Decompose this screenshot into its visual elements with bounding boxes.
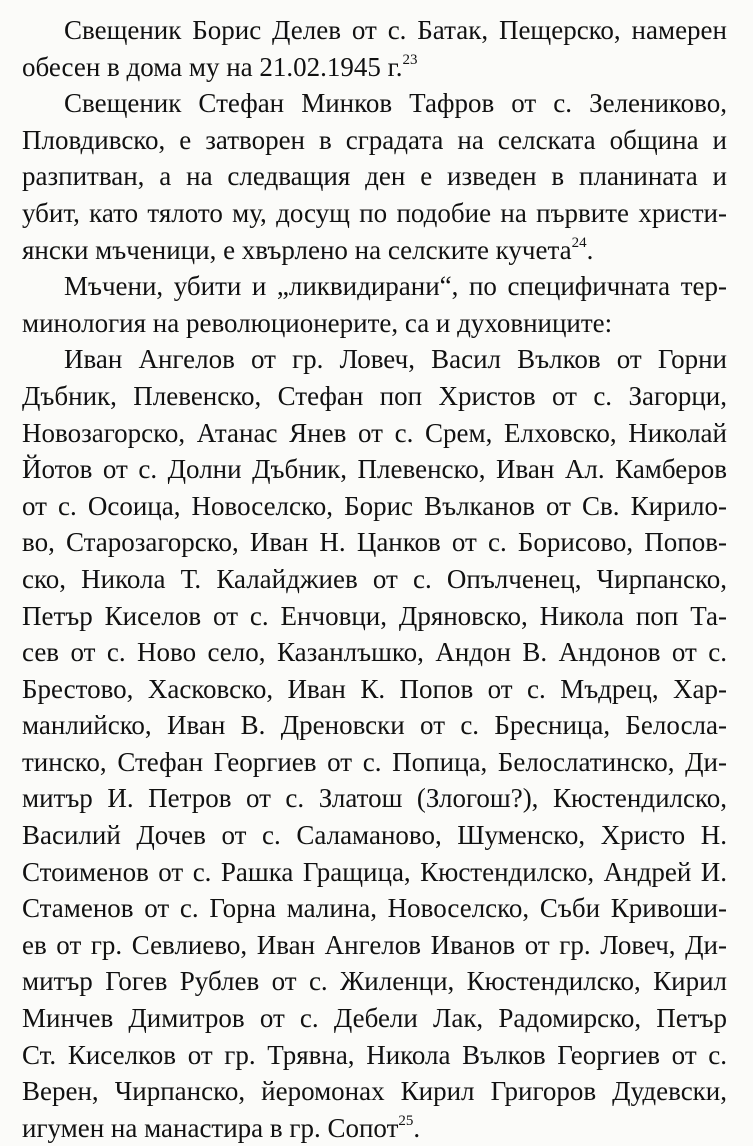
text-line-content: янски мъченици, е хвърлено на селските кучета (22, 234, 572, 265)
text-line: Василий Дочев от с. Саламаново, Шуменско, Христо Н. (22, 820, 727, 851)
text-line: минология на революционерите, са и духовниците: (22, 307, 613, 338)
text-line: Дъбник, Плевенско, Стефан поп Христов от с. Загорци, (22, 380, 727, 411)
text-line: ев от гр. Севлиево, Иван Ангелов Иванов от гр. Ловеч, Ди- (22, 929, 727, 960)
text-line: сев от с. Ново село, Казанлъшко, Андон В. Андонов от с. (22, 637, 727, 668)
text-line: Пловдивско, е затворен в сградата на селската община и (22, 124, 727, 155)
paragraph-clergy-list (22, 341, 727, 1146)
text-line: Свещеник Борис Делев от с. Батак, Пещерско, намерен (64, 15, 727, 45)
text-line (22, 49, 727, 86)
text-line: во, Старозагорско, Иван Н. Цанков от с. Борисово, Попов- (22, 527, 727, 558)
text-line: Йотов от с. Долни Дъбник, Плевенско, Иван Ал. Камберов (22, 454, 727, 485)
footnote-ref-23[interactable]: 23 (402, 51, 418, 68)
text-line-content: игумен на манастира в гр. Сопот (22, 1112, 399, 1143)
text-line: Брестово, Хасковско, Иван К. Попов от с. Мъдрец, Хар- (22, 673, 727, 704)
text-line: убит, като тялото му, досущ по подобие на първите христи- (22, 197, 727, 228)
text-line: от с. Осоица, Новоселско, Борис Вълканов от Св. Кирило- (22, 490, 727, 521)
text-line (22, 1110, 727, 1146)
text-line: Иван Ангелов от гр. Ловеч, Васил Вълков от Горни (64, 344, 727, 375)
paragraph-stefan-tafrov (22, 85, 727, 268)
footnote-ref-25[interactable]: 25 (398, 1112, 414, 1129)
paragraph-intro-clergy (22, 268, 727, 341)
text-line-content: обесен в дома му на 21.02.1945 г. (22, 51, 403, 82)
text-line: тинско, Стефан Георгиев от с. Попица, Белослатинско, Ди- (22, 746, 727, 777)
text-line: Свещеник Стефан Минков Тафров от с. Зелениково, (64, 88, 727, 119)
footnote-ref-24[interactable]: 24 (571, 234, 587, 251)
text-line: Ст. Киселков от гр. Трявна, Никола Вълков Георгиев от с. (22, 1039, 727, 1070)
text-line: ско, Никола Т. Калайджиев от с. Опълченец, Чирпанско, (22, 563, 727, 594)
text-line: Стоименов от с. Рашка Гращица, Кюстендилско, Андрей И. (22, 856, 727, 887)
text-line: Стаменов от с. Горна малина, Новоселско, Съби Кривоши- (22, 893, 727, 924)
text-line: Верен, Чирпанско, йеромонах Кирил Григоров Дудевски, (22, 1076, 727, 1107)
text-line: манлийско, Иван В. Дреновски от с. Бресница, Белосла- (22, 710, 727, 741)
text-line: митър Гогев Рублев от с. Жиленци, Кюстендилско, Кирил (22, 966, 727, 997)
text-line: Новозагорско, Атанас Янев от с. Срем, Елховско, Николай (22, 417, 727, 448)
text-line: митър И. Петров от с. Златош (Злогош?), Кюстендилско, (22, 783, 727, 814)
text-line: Мъчени, убити и „ликвидирани“, по специфичната тер- (64, 271, 727, 302)
text-line: разпитван, а на следващия ден е изведен в планината и (22, 161, 727, 192)
text-line: Минчев Димитров от с. Дебели Лак, Радомирско, Петър (22, 1003, 727, 1034)
text-line: Петър Киселов от с. Енчовци, Дряновско, Никола поп Та- (22, 600, 727, 631)
paragraph-boris-delev (22, 12, 727, 85)
text-line: янски мъченици, е хвърлено на селските кучета$^{24}$. (22, 234, 594, 265)
sentence-end: . (413, 1112, 421, 1143)
